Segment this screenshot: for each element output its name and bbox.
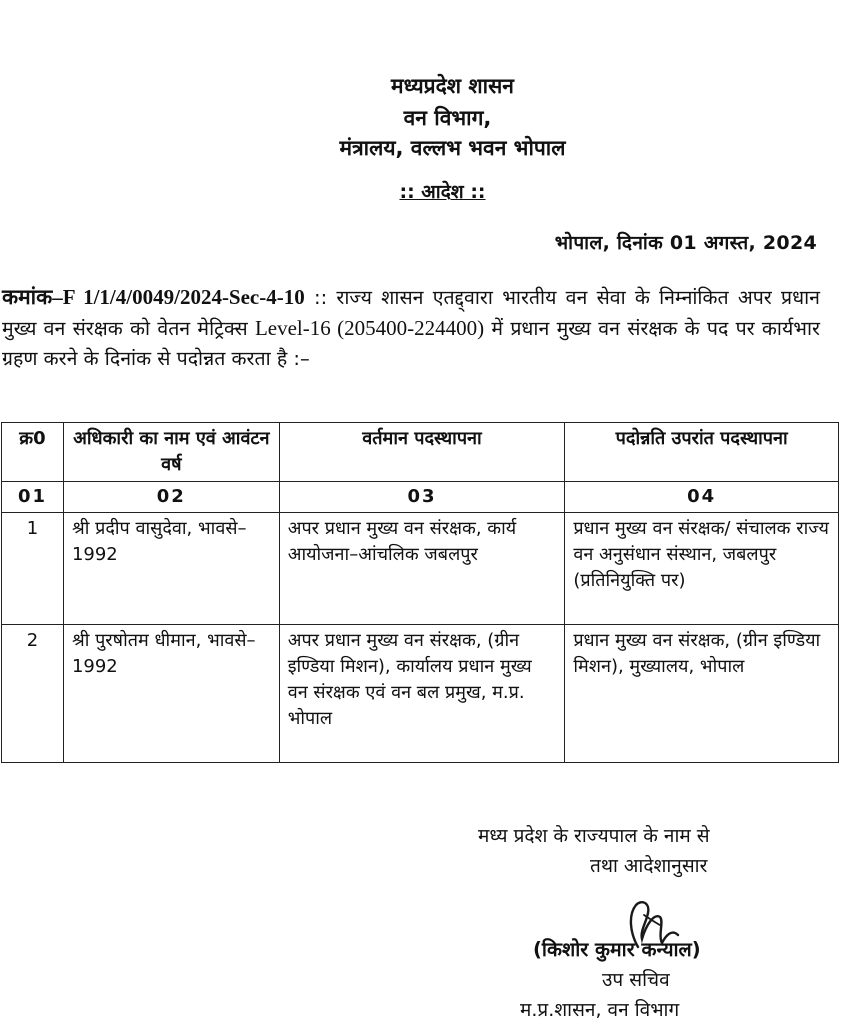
signer-department: म.प्र.शासन, वन विभाग — [520, 999, 680, 1021]
header-officer: अधिकारी का नाम एवं आवंटन वर्ष — [63, 423, 279, 482]
table-row — [2, 513, 839, 625]
signer-designation: उप सचिव — [602, 969, 670, 991]
order-title: :: आदेश :: — [399, 181, 486, 203]
row-new-posting: प्रधान मुख्य वन संरक्षक/ संचालक राज्य वन अनुसंधान संस्थान, जबलपुर (प्रतिनियुक्ति पर) — [565, 513, 839, 625]
column-number: 03 — [279, 482, 565, 513]
reference-number: कमांक–F 1/1/4/0049/2024-Sec-4-10 — [2, 285, 305, 309]
paragraph-text-2: में प्रधान मुख्य वन संरक्षक के पद पर कार्यभार ग्रहण करने के दिनांक से पदोन्नत करता है :– — [2, 317, 820, 370]
date-line: भोपाल, दिनांक 01 अगस्त, 2024 — [554, 232, 817, 254]
row-officer-name: श्री पुरषोतम धीमान, भावसे–1992 — [63, 625, 279, 763]
table-header-row — [2, 423, 839, 482]
department-name: वन विभाग, — [403, 106, 492, 130]
posting-table — [1, 422, 839, 763]
governor-line: मध्य प्रदेश के राज्यपाल के नाम से — [478, 825, 710, 847]
column-number: 02 — [63, 482, 279, 513]
header-current-posting: वर्तमान पदस्थापना — [279, 423, 565, 482]
row-current-posting: अपर प्रधान मुख्य वन संरक्षक, कार्य आयोजना–आंचलिक जबलपुर — [279, 513, 565, 625]
row-new-posting: प्रधान मुख्य वन संरक्षक, (ग्रीन इण्डिया मिशन), मुख्यालय, भोपाल — [565, 625, 839, 763]
pay-level: Level-16 (205400-224400) — [254, 316, 485, 340]
column-number: 04 — [565, 482, 839, 513]
table-number-row — [2, 482, 839, 513]
column-number: 01 — [2, 482, 64, 513]
order-paragraph — [2, 282, 820, 374]
row-current-posting: अपर प्रधान मुख्य वन संरक्षक, (ग्रीन इण्डिया मिशन), कार्यालय प्रधान मुख्य वन संरक्षक एवं वन बल प्रमुख, म.प्र. भोपाल — [279, 625, 565, 763]
order-line: तथा आदेशानुसार — [590, 855, 708, 877]
paragraph-text-1: :: राज्य शासन एतद्द्वारा भारतीय वन सेवा के निम्नांकित अपर प्रधान मुख्य वन संरक्षक को वेतन मेट्रिक्स — [2, 286, 820, 340]
header-new-posting: पदोन्नति उपरांत पदस्थापना — [565, 423, 839, 482]
row-sno: 1 — [2, 513, 64, 625]
row-officer-name: श्री प्रदीप वासुदेवा, भावसे–1992 — [63, 513, 279, 625]
row-sno: 2 — [2, 625, 64, 763]
office-address: मंत्रालय, वल्लभ भवन भोपाल — [339, 136, 566, 160]
table-row — [2, 625, 839, 763]
government-name: मध्यप्रदेश शासन — [391, 74, 514, 98]
header-sno: क्र0 — [2, 423, 64, 482]
signer-name: (किशोर कुमार कन्याल) — [533, 938, 701, 961]
